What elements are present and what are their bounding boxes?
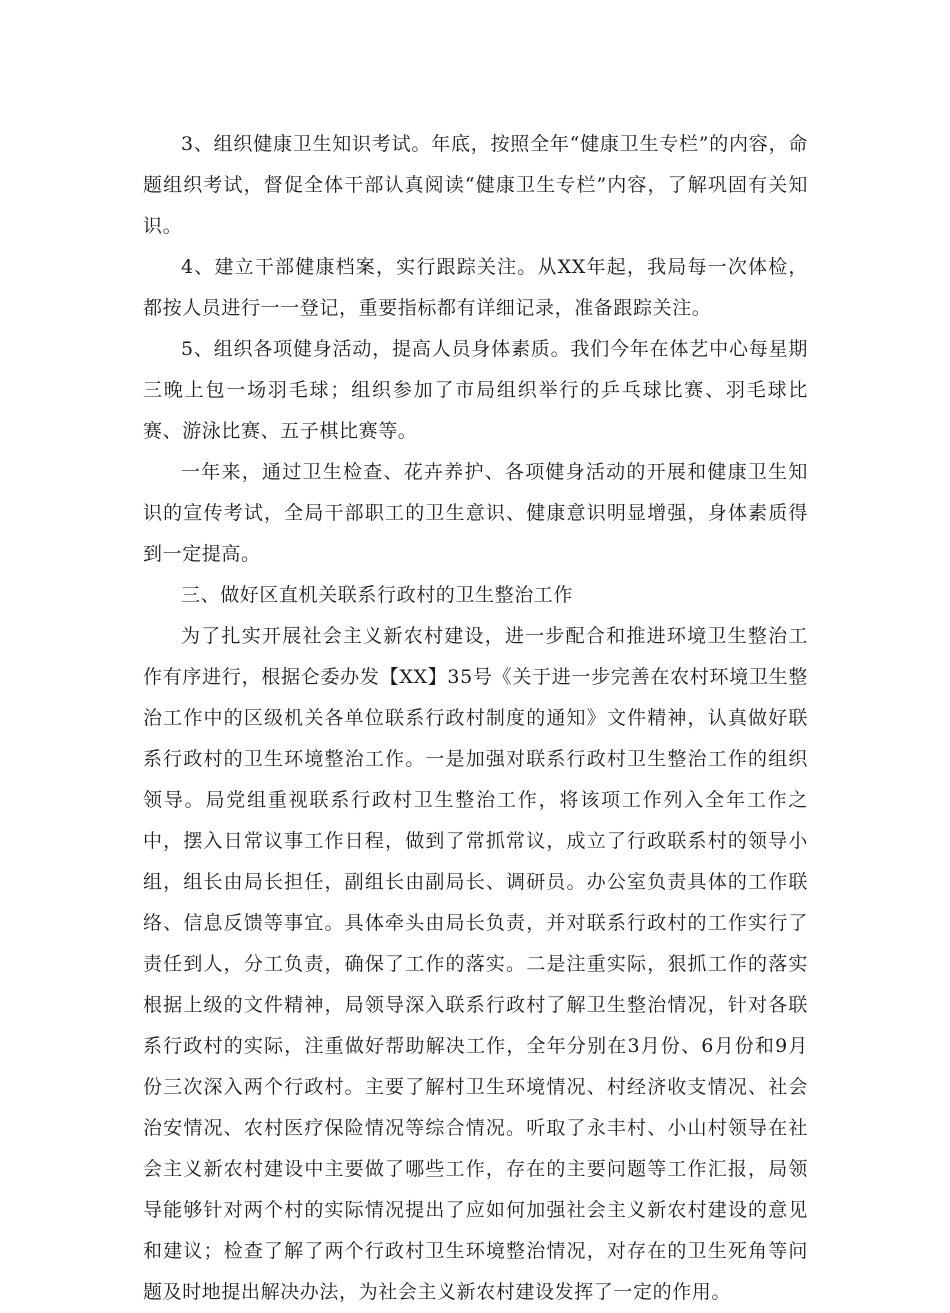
document-body bbox=[143, 124, 808, 1313]
paragraph-health-records: 4、建立干部健康档案，实行跟踪关注。从XX年起，我局每一次体检，都按人员进行一一登记，重要指标都有详细记录，准备跟踪关注。 bbox=[143, 256, 808, 319]
paragraph-health-exam: 3、组织健康卫生知识考试。年底，按照全年“健康卫生专栏”的内容，命题组织考试，督促全体干部认真阅读“健康卫生专栏”内容，了解巩固有关知识。 bbox=[143, 133, 808, 237]
paragraph-year-summary: 一年来，通过卫生检查、花卉养护、各项健身活动的开展和健康卫生知识的宣传考试，全局干部职工的卫生意识、健康意识明显增强，身体素质得到一定提高。 bbox=[143, 461, 808, 565]
paragraph-village-sanitation: 为了扎实开展社会主义新农村建设，进一步配合和推进环境卫生整治工作有序进行，根据仑委办发【XX】35号《关于进一步完善在农村环境卫生整治工作中的区级机关各单位联系行政村制度的通知》文件精神，认真做好联系行政村的卫生环境整治工作。一是加强对联系行政村卫生整治工作的组织领导。局党组重视联系行政村卫生整治工作，将该项工作列入全年工作之中，摆入日常议事工作日程，做到了常抓常议，成立了行政联系村的领导小组，组长由局长担任，副组长由副局长、调研员。办公室负责具体的工作联络、信息反馈等事宜。具体牵头由局长负责，并对联系行政村的工作实行了责任到人，分工负责，确保了工作的落实。二是注重实际，狠抓工作的落实根据上级的文件精神，局领导深入联系行政村了解卫生整治情况，针对各联系行政村的实际，注重做好帮助解决工作，全年分别在3月份、6月份和9月份三次深入两个行政村。主要了解村卫生环境情况、村经济收支情况、社会治安情况、农村医疗保险情况等综合情况。听取了永丰村、小山村领导在社会主义新农村建设中主要做了哪些工作，存在的主要问题等工作汇报，局领导能够针对两个村的实际情况提出了应如何加强社会主义新农村建设的意见和建议；检查了解了两个行政村卫生环境整治情况，对存在的卫生死角等问题及时地提出解决办法，为社会主义新农村建设发挥了一定的作用。 bbox=[143, 625, 808, 1303]
section-heading-village-sanitation: 三、做好区直机关联系行政村的卫生整治工作 bbox=[181, 584, 574, 606]
paragraph-fitness-activities: 5、组织各项健身活动，提高人员身体素质。我们今年在体艺中心每星期三晚上包一场羽毛球；组织参加了市局组织举行的乒乓球比赛、羽毛球比赛、游泳比赛、五子棋比赛等。 bbox=[143, 338, 808, 442]
